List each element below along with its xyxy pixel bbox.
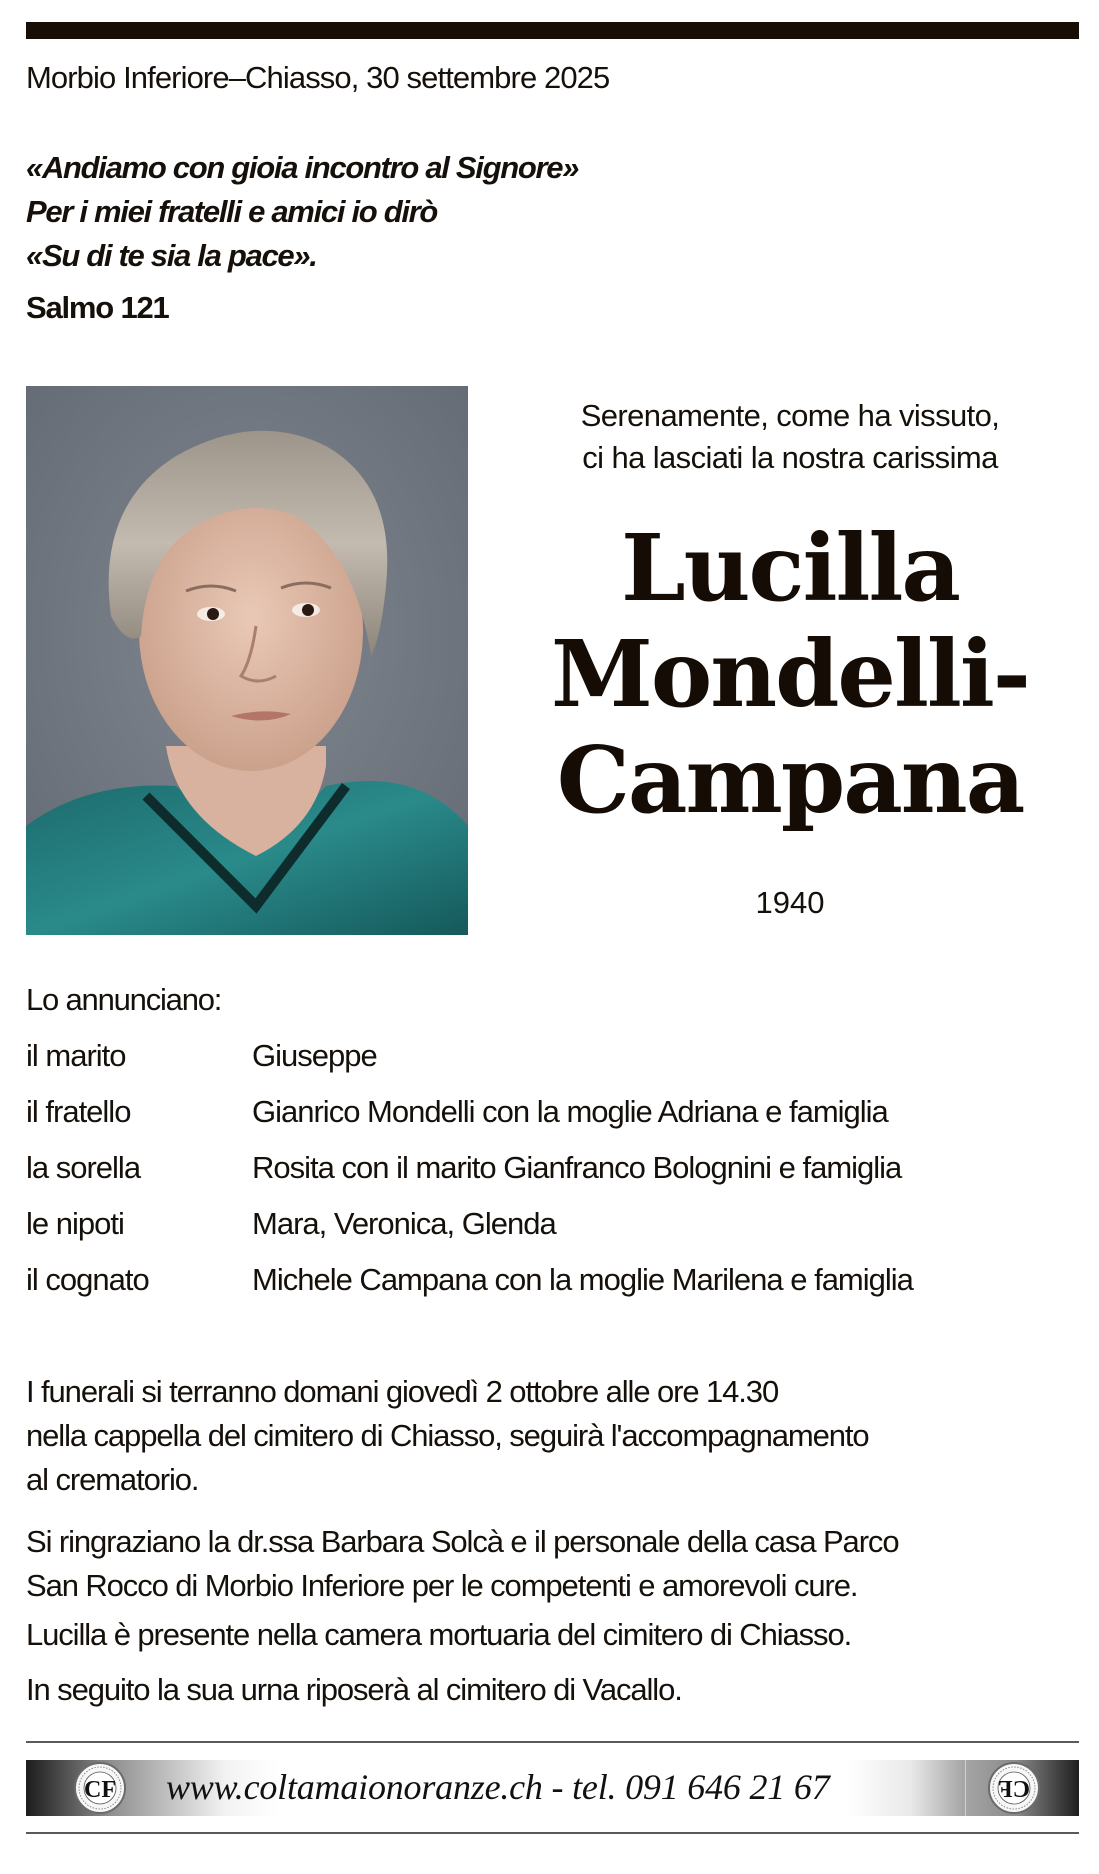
funeral-home-banner (26, 1760, 1079, 1816)
deceased-name (520, 515, 1060, 833)
name-line: Lucilla (620, 514, 960, 622)
thanks-line: San Rocco di Morbio Inferiore per le competenti e amorevoli cure. (26, 1568, 858, 1603)
viewing-info: Lucilla è presente nella camera mortuaria del cimitero di Chiasso. (26, 1617, 852, 1652)
relative-names: Gianrico Mondelli con la moglie Adriana e famiglia (252, 1094, 888, 1129)
relative-names: Mara, Veronica, Glenda (252, 1206, 556, 1241)
relative-names: Michele Campana con la moglie Marilena e famiglia (252, 1262, 913, 1297)
verse-source: Salmo 121 (26, 290, 169, 325)
scripture-verse (26, 146, 578, 278)
portrait-illustration (26, 386, 468, 935)
funeral-line: I funerali si terranno domani giovedì 2 ottobre alle ore 14.30 (26, 1374, 779, 1409)
banner-divider (965, 1760, 966, 1816)
intro-line: ci ha lasciati la nostra carissima (582, 440, 998, 475)
announcers-heading: Lo annunciano: (26, 982, 222, 1017)
footer-rule-bottom (26, 1832, 1079, 1834)
relative-role: il fratello (26, 1094, 131, 1129)
svg-text:CF: CF (998, 1777, 1030, 1803)
intro-line: Serenamente, come ha vissuto, (580, 398, 1000, 433)
relative-role: la sorella (26, 1150, 141, 1185)
thanks-paragraph (26, 1520, 898, 1608)
name-line: Campana (556, 726, 1024, 834)
footer-rule-top (26, 1741, 1079, 1743)
funeral-home-seal-icon (74, 1762, 126, 1814)
funeral-home-seal-icon (988, 1762, 1040, 1814)
funeral-details (26, 1370, 869, 1502)
dateline: Morbio Inferiore–Chiasso, 30 settembre 2025 (26, 60, 610, 95)
funeral-line: nella cappella del cimitero di Chiasso, seguirà l'accompagnamento (26, 1418, 869, 1453)
relative-role: il marito (26, 1038, 126, 1073)
portrait-photo (26, 386, 468, 935)
relative-names: Giuseppe (252, 1038, 377, 1073)
birth-year: 1940 (755, 885, 825, 920)
thanks-line: Si ringraziano la dr.ssa Barbara Solcà e il personale della casa Parco (26, 1524, 899, 1559)
funeral-home-contact: www.coltamaionoranze.ch - tel. 091 646 21 67 (166, 1767, 830, 1807)
relative-names: Rosita con il marito Gianfranco Bolognini e famiglia (252, 1150, 902, 1185)
funeral-line: al crematorio. (26, 1462, 199, 1497)
verse-line: Per i miei fratelli e amici io dirò (26, 194, 438, 229)
burial-info: In seguito la sua urna riposerà al cimitero di Vacallo. (26, 1672, 682, 1707)
intro-text (520, 395, 1060, 479)
top-rule-bar (26, 22, 1079, 39)
verse-line: «Su di te sia la pace». (26, 238, 317, 273)
relative-role: il cognato (26, 1262, 149, 1297)
svg-text:CF: CF (84, 1777, 116, 1803)
relative-role: le nipoti (26, 1206, 124, 1241)
verse-line: «Andiamo con gioia incontro al Signore» (26, 150, 579, 185)
name-line: Mondelli- (551, 620, 1029, 728)
